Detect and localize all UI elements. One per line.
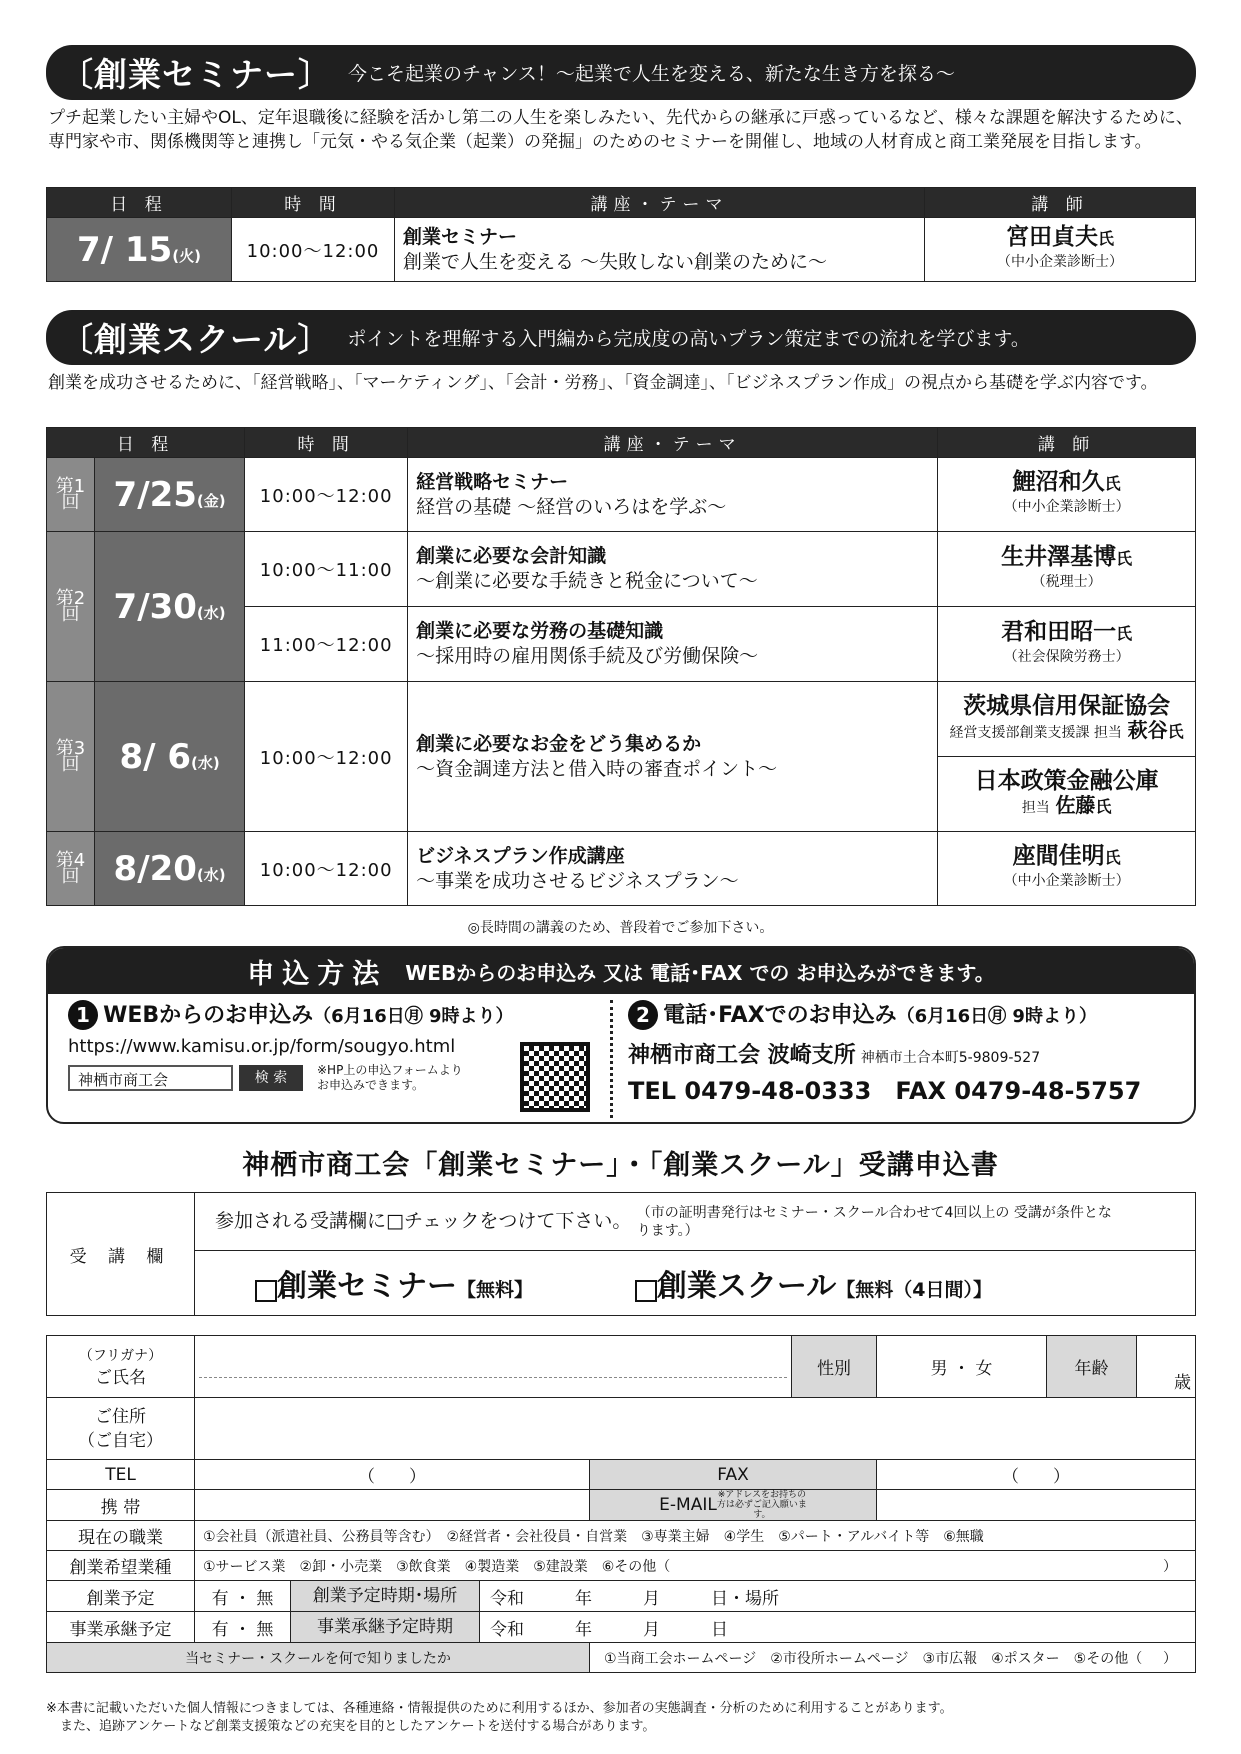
apply-message: WEBからのお申込み 又は 電話･FAX での お申込みができます。	[405, 960, 995, 985]
apply-heading: 申込方法	[247, 958, 388, 990]
seminar-checkbox[interactable]	[255, 1280, 277, 1302]
table-row: 日本政策金融公庫 担当 佐藤氏	[47, 757, 1196, 832]
applicant-form: （フリガナ） ご氏名 性別 男 ・ 女 年齢 歳 ご住所 （ご自宅） TEL （ ） FAX （ ） 携 帯 E-MAIL※アドレスをお持ちの方は必ずご記入願います。 現在の職業 ①会社員（派遣社員、公務員等含む） ②経営者・会社役員・自営業 ③専業主婦 ④学生 ⑤パート・アルバイト等 ⑥無職 創業希望業種 ①サービス業 ②卸・小売業 ③飲食業 ④製造業 ⑤建設業 ⑥その他（ ） 創業予定 有 ・ 無 創業予定時期･場所 令和 年 月 日・場所 事業承継予定 有 ・ 無 事業承継予定時期 令和 年 月 日 当セミナー・スクールを何で知りましたか ①当商工会ホームページ ②市役所ホームページ ③市広報 ④ポスター ⑤その他（ ）	[46, 1335, 1196, 1673]
tel-number: TEL 0479-48-0333	[628, 1077, 872, 1105]
web-apply: 1 WEBからのお申込み（6月16日㊊ 9時より） https://www.kamisu.or.jp/form/sougyo.html 神栖市商工会 検 索 ※HP上の申込フォームより お申込みできます。	[68, 998, 608, 1093]
source-options[interactable]: ①当商工会ホームページ ②市役所ホームページ ③市広報 ④ポスター ⑤その他（ ）	[590, 1643, 1196, 1673]
table-row: 第3回 8/ 6(水) 10:00～12:00 創業に必要なお金をどう集めるか ～資金調達方法と借入時の審査ポイント～ 茨城県信用保証協会 経営支援部創業支援課 担当 萩谷氏	[47, 682, 1196, 757]
qr-code-icon[interactable]	[520, 1042, 590, 1112]
lecturer-cell: 宮田貞夫氏 （中小企業診断士）	[925, 218, 1196, 282]
apply-url[interactable]: https://www.kamisu.or.jp/form/sougyo.html	[68, 1036, 456, 1057]
divider	[610, 1000, 613, 1118]
age-field[interactable]: 歳	[1136, 1336, 1195, 1398]
form-title: 神栖市商工会「創業セミナー」・「創業スクール」受講申込書	[242, 1150, 999, 1181]
course-select-table: 受 講 欄 参加される受講欄に□チェックをつけて下さい。 （市の証明書発行はセミナー・スクール合わせて4回以上の 受講が条件となります。） 創業セミナー【無料】 創業スクール【無料（4日間）】	[46, 1192, 1196, 1316]
header-time: 時 間	[232, 188, 395, 218]
seminar-header	[46, 45, 1196, 100]
plan-date-field[interactable]: 令和 年 月 日・場所	[490, 1588, 779, 1609]
email-field[interactable]	[876, 1490, 1195, 1521]
mobile-field[interactable]	[195, 1490, 590, 1521]
number-2-icon: 2	[628, 1000, 658, 1030]
school-header	[46, 310, 1196, 365]
office-name: 神栖市商工会 波崎支所	[628, 1043, 856, 1068]
succ-date-field[interactable]: 令和 年 月 日	[490, 1619, 728, 1640]
search-input[interactable]: 神栖市商工会	[68, 1065, 233, 1091]
seminar-table	[46, 187, 1196, 282]
school-title: 〔創業スクール〕	[60, 320, 332, 359]
succ-yesno[interactable]: 有 ・ 無	[211, 1619, 274, 1640]
school-table: 日 程 時 間 講座・テーマ 講 師 第1回 7/25(金) 10:00～12:00 経営戦略セミナー 経営の基礎 ～経営のいろはを学ぶ～ 鯉沼和久氏 （中小企業診断士） 第2回 7/30(水) 10:00～11:00 創業に必要な会計知識 ～創業に必要な手続きと税金について～ 生井澤基博氏 （税理士） 11:00～12:00 創業に必要な労務の基礎知識 ～採用時の雇用関係手続及び労働保険～ 君和田昭一氏 （社会保険労務士） 第3回 8/ 6(水) 10:00～12:00 創業に必要なお金をどう集めるか ～資金調達方法と借入時の審査ポイント～ 茨城県信用保証協会 経営支援部創業支援課 担当 萩谷氏 日本政策金融公庫 担当 佐藤氏 第4回 8/20(水) 10:00～12:00 ビジネスプラン作成講座 ～事業を成功させるビジネスプラン～ 座間佳明氏 （中小企業診断士）	[46, 427, 1196, 906]
table-row	[47, 218, 1196, 282]
tel-field[interactable]: （ ）	[195, 1460, 590, 1490]
industry-options[interactable]: ①サービス業 ②卸・小売業 ③飲食業 ④製造業 ⑤建設業 ⑥その他（ ）	[195, 1551, 1196, 1581]
office-address: 神栖市土合本町5-9809-527	[860, 1050, 1041, 1066]
date-cell: 7/ 15(火)	[47, 218, 232, 282]
theme-cell: 創業セミナー 創業で人生を変える ～失敗しない創業のために～	[395, 218, 925, 282]
gender-field[interactable]: 男 ・ 女	[876, 1336, 1046, 1398]
hp-note: ※HP上の申込フォームより お申込みできます。	[317, 1063, 463, 1092]
table-row: 第4回 8/20(水) 10:00～12:00 ビジネスプラン作成講座 ～事業を成功させるビジネスプラン～ 座間佳明氏 （中小企業診断士）	[47, 832, 1196, 906]
tel-apply: 2 電話･FAXでのお申込み（6月16日㊊ 9時より） 神栖市商工会 波崎支所 神栖市土合本町5-9809-527 TEL 0479-48-0333 FAX 0479-48-5757	[628, 998, 1188, 1106]
fax-number: FAX 0479-48-5757	[895, 1077, 1142, 1105]
name-field[interactable]	[195, 1336, 792, 1398]
school-checkbox[interactable]	[635, 1280, 657, 1302]
apply-box	[46, 946, 1196, 1124]
attire-note: ◎長時間の講義のため、普段着でご参加下さい。	[467, 920, 774, 936]
table-row: 第2回 7/30(水) 10:00～11:00 創業に必要な会計知識 ～創業に必要な手続きと税金について～ 生井澤基博氏 （税理士）	[47, 532, 1196, 607]
header-lecturer: 講 師	[925, 188, 1196, 218]
school-subtitle: ポイントを理解する入門編から完成度の高いプラン策定までの流れを学びます。	[347, 328, 1030, 350]
school-intro: 創業を成功させるために、「経営戦略」、「マーケティング」、「会計・労務」、「資金調達」、「ビジネスプラン作成」の視点から基礎を学ぶ内容です。	[48, 373, 1158, 393]
number-1-icon: 1	[68, 1000, 98, 1030]
seminar-intro: プチ起業したい主婦やOL、定年退職後に経験を活かし第二の人生を楽しみたい、先代からの継承に戸惑っているなど、様々な課題を解決するために、専門家や市、関係機関等と連携し「元気・やる気企業（起業）の発掘」のためのセミナーを開催し、地域の人材育成と商工業発展を目指します。	[48, 108, 1193, 152]
plan-yesno[interactable]: 有 ・ 無	[211, 1588, 274, 1609]
table-row: 第1回 7/25(金) 10:00～12:00 経営戦略セミナー 経営の基礎 ～経営のいろはを学ぶ～ 鯉沼和久氏 （中小企業診断士）	[47, 458, 1196, 532]
search-button[interactable]: 検 索	[239, 1065, 303, 1091]
header-date: 日 程	[47, 188, 232, 218]
table-row: 11:00～12:00 創業に必要な労務の基礎知識 ～採用時の雇用関係手続及び労働保険～ 君和田昭一氏 （社会保険労務士）	[47, 607, 1196, 682]
seminar-title: 〔創業セミナー〕	[60, 55, 332, 94]
time-cell: 10:00～12:00	[232, 218, 395, 282]
seminar-subtitle: 今こそ起業のチャンス！～起業で人生を変える、新たな生き方を探る～	[348, 63, 955, 85]
fax-field[interactable]: （ ）	[876, 1460, 1195, 1490]
header-theme: 講座・テーマ	[395, 188, 925, 218]
privacy-note: ※本書に記載いただいた個人情報につきましては、各種連絡・情報提供のために利用するほか、参加者の実態調査・分析のために利用することがあります。 また、追跡アンケートなど創業支援策などの充実を目的としたアンケートを送付する場合があります。	[46, 1701, 953, 1734]
address-field[interactable]	[195, 1398, 1196, 1460]
job-options[interactable]: ①会社員（派遣社員、公務員等含む） ②経営者・会社役員・自営業 ③専業主婦 ④学生 ⑤パート・アルバイト等 ⑥無職	[195, 1521, 1196, 1551]
